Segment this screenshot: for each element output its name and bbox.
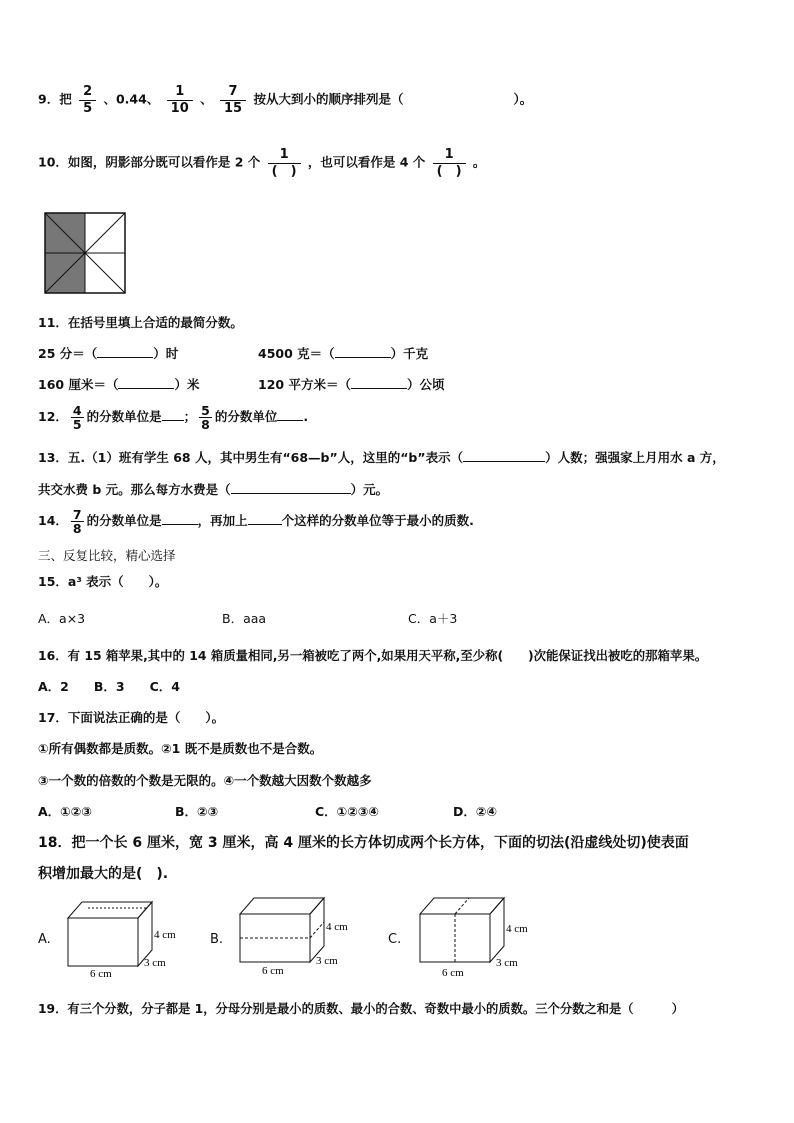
question-18-line1: 18．把一个长 6 厘米，宽 3 厘米，高 4 厘米的长方体切成两个长方体，下面的切法(沿虚线处切)使表面 (38, 835, 689, 851)
question-11-row1b: 4500 克＝（ ）千克 (258, 346, 429, 361)
fraction-1-10: $\frac{1}{10}$ (167, 84, 193, 116)
q18-option-a-label: A. (38, 932, 51, 947)
q18-option-c-label: C. (388, 932, 402, 947)
q18-c-length-label: 6 cm (442, 967, 464, 976)
q18-a-length-label: 6 cm (90, 968, 112, 980)
question-9: 9．把 $\frac{2}{5}$ 、0.44、 $\frac{1}{10}$ 、 $\frac{7}{15}$ 按从大到小的顺序排列是（ ）。 (38, 84, 533, 116)
fraction-5-8: $\frac{5}{8}$ (201, 403, 210, 433)
question-11-title: 11．在括号里填上合适的最简分数。 (38, 315, 243, 330)
q17-statement-1: ①所有偶数都是质数。②1 既不是质数也不是合数。 (38, 741, 323, 756)
fraction-7-8: $\frac{7}{8}$ (72, 507, 82, 537)
q18-option-b-figure (232, 892, 362, 976)
question-10: 10．如图，阴影部分既可以看作是 2 个 $\frac{1}{( )}$ ，也可以看作是 4 个 $\frac{1}{( )}$ 。 (38, 147, 486, 179)
q15-option-c: C．a＋3 (408, 611, 458, 626)
question-19: 19．有三个分数，分子都是 1，分母分别是最小的质数、最小的合数、奇数中最小的质数。三个分数之和是（ ） (38, 1002, 684, 1016)
q18-b-length-label: 6 cm (262, 965, 284, 976)
question-15: 15．a³ 表示（ ）。 (38, 574, 168, 589)
q18-option-b-label: B. (210, 932, 224, 947)
q18-c-height-label: 4 cm (506, 923, 528, 935)
section-heading-3: 三、反复比较，精心选择 (38, 548, 176, 563)
q18-b-height-label: 4 cm (326, 921, 348, 933)
question-14: 14． $\frac{7}{8}$ 的分数单位是 ，再加上 个这样的分数单位等于最小的质数. (38, 507, 474, 537)
fraction-blank-1: $\frac{1}{( )}$ (268, 147, 301, 179)
q16-options: A．2 B．3 C．4 (38, 679, 180, 694)
question-13-line1: 13．五.（1）班有学生 68 人，其中男生有“68—b”人，这里的“b”表示（ ）人数；强强家上月用水 a 方， (38, 450, 725, 465)
q18-a-width-label: 3 cm (144, 957, 166, 969)
question-18-line2: 积增加最大的是( ). (38, 866, 169, 882)
q18-b-width-label: 3 cm (316, 955, 338, 967)
q15-option-b: B．aaa (222, 611, 267, 626)
q17-option-d: D．②④ (453, 804, 498, 819)
q17-option-b: B．②③ (175, 804, 219, 819)
question-11-row2b: 120 平方米＝（ ）公顷 (258, 377, 445, 392)
question-17: 17．下面说法正确的是（ ）。 (38, 710, 225, 725)
q17-option-a: A．①②③ (38, 804, 92, 819)
q18-a-height-label: 4 cm (154, 929, 176, 941)
q18-option-c-figure (412, 892, 542, 976)
question-11-row2a: 160 厘米＝（ ）米 (38, 377, 200, 392)
shaded-square-figure (44, 212, 126, 294)
question-12: 12． $\frac{4}{5}$ 的分数单位是 ； $\frac{5}{8}$ 的分数单位 . (38, 403, 309, 433)
q18-c-width-label: 3 cm (496, 957, 518, 969)
q17-statement-2: ③一个数的倍数的个数是无限的。④一个数越大因数个数越多 (38, 773, 372, 788)
question-16: 16．有 15 箱苹果,其中的 14 箱质量相同,另一箱被吃了两个,如果用天平称,至少称( )次能保证找出被吃的那箱苹果。 (38, 648, 708, 663)
q18-option-a-figure (60, 896, 190, 980)
fraction-2-5: $\frac{2}{5}$ (79, 84, 96, 116)
question-13-line2: 共交水费 b 元。那么每方水费是（ ）元。 (38, 482, 389, 497)
question-11-row1a: 25 分＝（ ）时 (38, 346, 179, 361)
fraction-7-15: $\frac{7}{15}$ (220, 84, 246, 116)
fraction-4-5: $\frac{4}{5}$ (72, 403, 82, 433)
fraction-blank-2: $\frac{1}{( )}$ (433, 147, 466, 179)
q15-option-a: A．a×3 (38, 611, 86, 626)
q17-option-c: C．①②③④ (315, 804, 380, 819)
